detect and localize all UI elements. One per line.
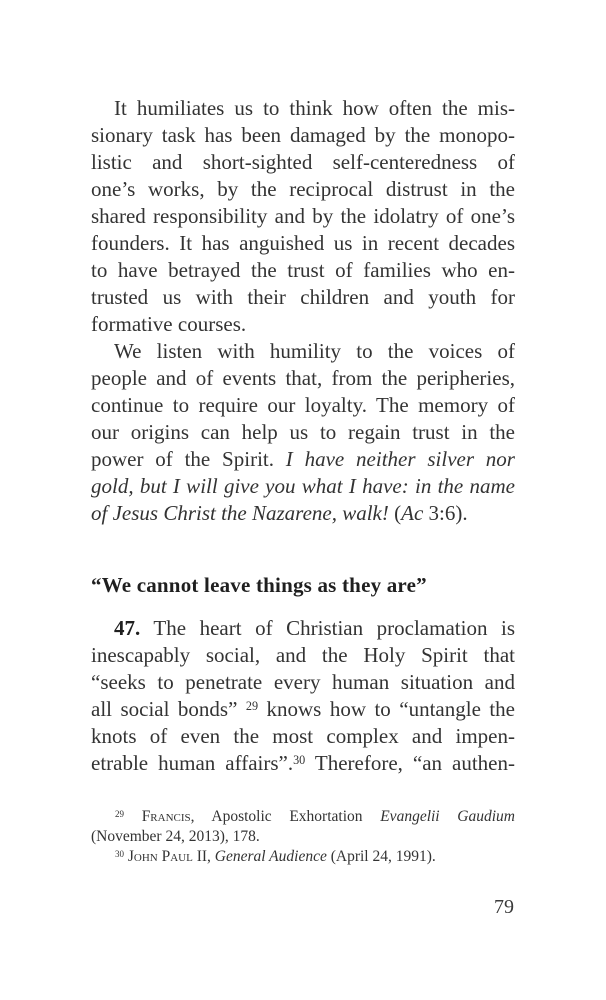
- text-segment: [124, 808, 142, 825]
- text-segment: of Jesus Christ the Nazarene, walk!: [91, 501, 389, 525]
- text-line: [91, 176, 515, 203]
- text-segment: founders. It has anguished us in recent decades: [91, 231, 515, 255]
- text-segment: one’s works, by the reciprocal distrust in the: [91, 177, 515, 201]
- text-segment: listic and short-sighted self-centeredness of: [91, 150, 515, 174]
- text-line: [91, 284, 515, 311]
- paragraph-we-listen: [91, 338, 515, 527]
- text-line: [91, 230, 515, 257]
- text-line: [91, 365, 515, 392]
- text-segment: General Audience: [214, 848, 327, 865]
- footnote-29: [91, 807, 515, 847]
- text-line: [91, 392, 515, 419]
- text-segment: knots of even the most complex and impen-: [91, 724, 515, 748]
- text-segment: sionary task has been damaged by the monopo-: [91, 123, 515, 147]
- text-line: [91, 696, 515, 723]
- text-segment: inescapably social, and the Holy Spirit that: [91, 643, 515, 667]
- text-segment: The heart of Christian proclamation is: [140, 616, 515, 640]
- text-line: [91, 149, 515, 176]
- page-number: 79: [494, 896, 514, 918]
- text-line: [91, 847, 515, 867]
- text-line: [91, 203, 515, 230]
- text-segment: continue to require our loyalty. The memory of: [91, 393, 515, 417]
- text-segment: formative courses.: [91, 312, 247, 336]
- text-segment: 29: [115, 808, 124, 819]
- text-segment: all social bonds”: [91, 697, 246, 721]
- text-line: [91, 419, 515, 446]
- paragraph-missionary-task: [91, 95, 515, 338]
- text-block: [91, 95, 515, 867]
- text-segment: “seeks to penetrate every human situation and: [91, 670, 515, 694]
- text-segment: It humiliates us to think how often the mis-: [114, 96, 515, 120]
- text-line: [91, 122, 515, 149]
- text-line: [91, 257, 515, 284]
- text-segment: 47.: [114, 616, 141, 640]
- paragraph-47: [91, 615, 515, 777]
- text-segment: (April 24, 1991).: [326, 848, 436, 865]
- text-segment: shared responsibility and by the idolatry of one’s: [91, 204, 515, 228]
- text-line: [91, 95, 515, 122]
- text-line: [91, 723, 515, 750]
- text-line: [91, 572, 515, 599]
- text-segment: We listen with humility to the voices of: [114, 339, 515, 363]
- text-segment: Ac: [401, 501, 424, 525]
- text-line: [91, 807, 515, 827]
- text-line: [91, 311, 515, 338]
- text-line: [91, 473, 515, 500]
- text-segment: ,: [207, 848, 215, 865]
- section-heading: [91, 572, 515, 599]
- text-segment: Evangelii Gaudium: [380, 808, 516, 825]
- text-segment: I have neither silver nor: [285, 447, 515, 471]
- text-segment: Francis: [141, 808, 191, 825]
- text-segment: people and of events that, from the peripheries,: [91, 366, 515, 390]
- text-segment: gold, but I will give you what I have: in the name: [91, 474, 515, 498]
- text-segment: “We cannot leave things as they are”: [91, 573, 427, 597]
- text-line: [91, 446, 515, 473]
- text-segment: knows how to “untangle the: [258, 697, 516, 721]
- text-line: [91, 750, 515, 777]
- text-segment: 3:6).: [423, 501, 468, 525]
- text-segment: John Paul II: [127, 848, 208, 865]
- text-segment: to have betrayed the trust of families who en-: [91, 258, 515, 282]
- text-line: [91, 642, 515, 669]
- text-segment: 30: [115, 848, 124, 859]
- text-segment: trusted us with their children and youth for: [91, 285, 515, 309]
- text-segment: our origins can help us to regain trust in the: [91, 420, 515, 444]
- text-segment: (: [388, 501, 402, 525]
- text-segment: power of the Spirit.: [91, 447, 286, 471]
- text-segment: Therefore, “an authen-: [305, 751, 515, 775]
- text-segment: etrable human affairs”.: [91, 751, 294, 775]
- text-line: [91, 669, 515, 696]
- text-segment: , Apostolic Exhortation: [190, 808, 381, 825]
- text-segment: (November 24, 2013), 178.: [91, 828, 260, 845]
- text-segment: 29: [245, 699, 259, 714]
- text-line: [91, 500, 515, 527]
- text-line: [91, 615, 515, 642]
- text-segment: 30: [293, 753, 306, 768]
- footnote-30: [91, 847, 515, 867]
- text-line: [91, 338, 515, 365]
- text-line: [91, 827, 515, 847]
